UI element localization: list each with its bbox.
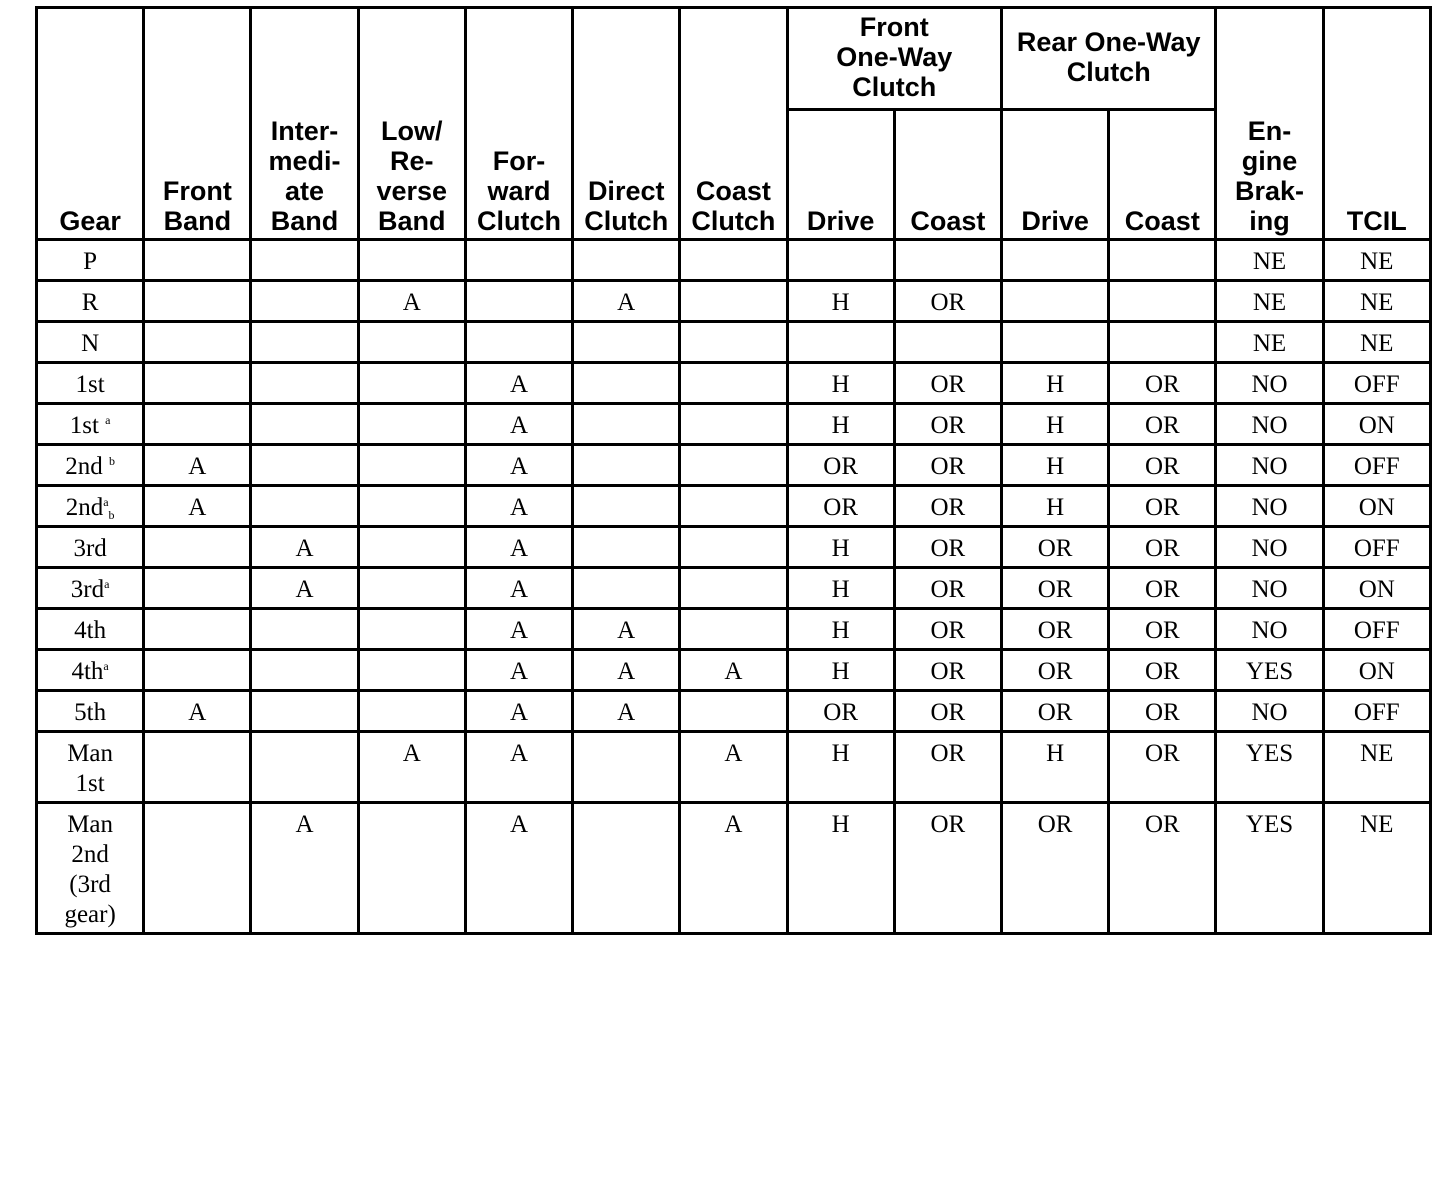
cell-forward-clutch: A <box>465 803 572 934</box>
cell-front-oneway-drive: H <box>787 281 894 322</box>
gear-label: N <box>81 330 100 357</box>
cell-front-oneway-coast: OR <box>894 527 1001 568</box>
cell-front-oneway-drive: H <box>787 363 894 404</box>
cell-tcil: NE <box>1323 281 1430 322</box>
cell-coast-clutch <box>680 486 787 527</box>
cell-coast-clutch <box>680 281 787 322</box>
gear-cell <box>37 568 144 609</box>
cell-low-reverse-band <box>358 609 465 650</box>
gear-label: 2nd <box>65 494 104 521</box>
cell-coast-clutch <box>680 568 787 609</box>
cell-front-band: A <box>144 445 251 486</box>
cell-coast-clutch <box>680 691 787 732</box>
cell-rear-oneway-coast: OR <box>1109 363 1216 404</box>
cell-front-band <box>144 609 251 650</box>
cell-engine-braking: NO <box>1216 486 1323 527</box>
cell-rear-oneway-coast: OR <box>1109 404 1216 445</box>
cell-coast-clutch <box>680 527 787 568</box>
cell-intermediate-band <box>251 363 358 404</box>
gear-cell <box>37 803 144 934</box>
cell-forward-clutch: A <box>465 609 572 650</box>
cell-engine-braking: NE <box>1216 281 1323 322</box>
cell-rear-oneway-coast: OR <box>1109 691 1216 732</box>
cell-rear-oneway-drive: H <box>1001 732 1108 803</box>
cell-front-oneway-drive <box>787 240 894 281</box>
cell-low-reverse-band <box>358 445 465 486</box>
cell-direct-clutch: A <box>573 691 680 732</box>
table-row <box>37 803 1431 934</box>
cell-engine-braking: YES <box>1216 650 1323 691</box>
gear-label: 3rd <box>70 576 105 603</box>
cell-tcil: OFF <box>1323 527 1430 568</box>
header-rear-coast: Coast <box>1109 110 1216 240</box>
cell-front-oneway-coast: OR <box>894 732 1001 803</box>
cell-rear-oneway-coast: OR <box>1109 732 1216 803</box>
cell-front-band <box>144 803 251 934</box>
cell-front-band <box>144 281 251 322</box>
cell-front-band: A <box>144 691 251 732</box>
cell-rear-oneway-drive: OR <box>1001 609 1108 650</box>
cell-intermediate-band <box>251 486 358 527</box>
cell-front-oneway-drive: H <box>787 803 894 934</box>
gear-label: P <box>83 248 98 275</box>
cell-engine-braking: YES <box>1216 803 1323 934</box>
cell-direct-clutch <box>573 404 680 445</box>
cell-front-oneway-coast: OR <box>894 281 1001 322</box>
cell-rear-oneway-coast <box>1109 281 1216 322</box>
cell-direct-clutch <box>573 486 680 527</box>
header-coast-clutch: Coast Clutch <box>680 8 787 240</box>
cell-front-oneway-coast: OR <box>894 568 1001 609</box>
gear-label: 2nd <box>65 453 109 480</box>
table-row <box>37 445 1431 486</box>
cell-direct-clutch <box>573 445 680 486</box>
cell-intermediate-band: A <box>251 568 358 609</box>
cell-engine-braking: NO <box>1216 404 1323 445</box>
cell-tcil: OFF <box>1323 609 1430 650</box>
cell-front-oneway-coast: OR <box>894 691 1001 732</box>
clutch-band-application-table <box>35 6 1432 935</box>
cell-rear-oneway-coast <box>1109 322 1216 363</box>
header-rear-drive: Drive <box>1001 110 1108 240</box>
cell-rear-oneway-coast: OR <box>1109 486 1216 527</box>
table-row <box>37 281 1431 322</box>
cell-tcil: NE <box>1323 240 1430 281</box>
cell-rear-oneway-coast: OR <box>1109 803 1216 934</box>
cell-engine-braking: NO <box>1216 445 1323 486</box>
cell-rear-oneway-drive: OR <box>1001 691 1108 732</box>
cell-low-reverse-band <box>358 803 465 934</box>
cell-front-oneway-coast: OR <box>894 609 1001 650</box>
cell-rear-oneway-drive: OR <box>1001 650 1108 691</box>
cell-coast-clutch: A <box>680 650 787 691</box>
cell-forward-clutch: A <box>465 650 572 691</box>
cell-front-band <box>144 568 251 609</box>
table-row <box>37 732 1431 803</box>
cell-rear-oneway-drive <box>1001 322 1108 363</box>
gear-cell <box>37 281 144 322</box>
cell-rear-oneway-coast: OR <box>1109 650 1216 691</box>
gear-cell <box>37 486 144 527</box>
gear-cell <box>37 732 144 803</box>
cell-rear-oneway-coast <box>1109 240 1216 281</box>
footnote-mark: a <box>103 659 109 673</box>
cell-front-oneway-drive: H <box>787 732 894 803</box>
table-body <box>37 240 1431 934</box>
header-low-reverse-band: Low/ Re- verse Band <box>358 8 465 240</box>
cell-rear-oneway-drive: H <box>1001 363 1108 404</box>
cell-direct-clutch <box>573 322 680 363</box>
cell-engine-braking: NO <box>1216 363 1323 404</box>
table-row <box>37 486 1431 527</box>
cell-low-reverse-band <box>358 486 465 527</box>
cell-tcil: ON <box>1323 404 1430 445</box>
cell-rear-oneway-drive: OR <box>1001 803 1108 934</box>
cell-forward-clutch: A <box>465 732 572 803</box>
gear-label: 1st <box>75 371 105 398</box>
cell-low-reverse-band <box>358 363 465 404</box>
cell-engine-braking: YES <box>1216 732 1323 803</box>
footnote-mark: b <box>108 508 115 522</box>
cell-front-oneway-drive: H <box>787 609 894 650</box>
cell-tcil: ON <box>1323 568 1430 609</box>
gear-cell <box>37 363 144 404</box>
cell-front-oneway-drive <box>787 322 894 363</box>
cell-coast-clutch <box>680 404 787 445</box>
cell-tcil: OFF <box>1323 445 1430 486</box>
cell-rear-oneway-drive <box>1001 240 1108 281</box>
cell-front-oneway-coast <box>894 322 1001 363</box>
cell-front-oneway-coast <box>894 240 1001 281</box>
cell-forward-clutch: A <box>465 404 572 445</box>
cell-front-oneway-drive: H <box>787 404 894 445</box>
header-gear: Gear <box>37 8 144 240</box>
cell-engine-braking: NE <box>1216 240 1323 281</box>
cell-intermediate-band: A <box>251 803 358 934</box>
cell-rear-oneway-drive: H <box>1001 404 1108 445</box>
cell-front-band <box>144 404 251 445</box>
header-direct-clutch: Direct Clutch <box>573 8 680 240</box>
cell-coast-clutch <box>680 240 787 281</box>
cell-rear-oneway-drive: OR <box>1001 527 1108 568</box>
table-row <box>37 322 1431 363</box>
cell-front-oneway-coast: OR <box>894 803 1001 934</box>
gear-cell <box>37 609 144 650</box>
cell-low-reverse-band <box>358 568 465 609</box>
table-row <box>37 650 1431 691</box>
cell-direct-clutch <box>573 363 680 404</box>
footnote-mark: a <box>105 413 111 427</box>
cell-low-reverse-band: A <box>358 732 465 803</box>
cell-intermediate-band <box>251 445 358 486</box>
cell-rear-oneway-coast: OR <box>1109 609 1216 650</box>
footnote-mark: b <box>108 454 115 468</box>
header-front-coast: Coast <box>894 110 1001 240</box>
cell-front-oneway-drive: H <box>787 527 894 568</box>
cell-front-oneway-coast: OR <box>894 486 1001 527</box>
cell-low-reverse-band <box>358 691 465 732</box>
cell-intermediate-band <box>251 240 358 281</box>
gear-cell <box>37 445 144 486</box>
cell-intermediate-band <box>251 609 358 650</box>
gear-label: Man 1st <box>67 740 114 797</box>
cell-intermediate-band <box>251 322 358 363</box>
cell-front-oneway-drive: OR <box>787 445 894 486</box>
cell-front-oneway-drive: OR <box>787 486 894 527</box>
cell-forward-clutch <box>465 322 572 363</box>
cell-tcil: NE <box>1323 803 1430 934</box>
gear-cell <box>37 322 144 363</box>
cell-direct-clutch <box>573 568 680 609</box>
cell-tcil: OFF <box>1323 363 1430 404</box>
cell-coast-clutch <box>680 445 787 486</box>
cell-front-band <box>144 732 251 803</box>
cell-low-reverse-band: A <box>358 281 465 322</box>
cell-rear-oneway-drive: OR <box>1001 568 1108 609</box>
gear-label: R <box>81 289 99 316</box>
cell-low-reverse-band <box>358 527 465 568</box>
cell-coast-clutch <box>680 363 787 404</box>
cell-coast-clutch: A <box>680 803 787 934</box>
cell-tcil: NE <box>1323 732 1430 803</box>
cell-engine-braking: NE <box>1216 322 1323 363</box>
cell-direct-clutch <box>573 240 680 281</box>
footnote-mark: a <box>104 577 110 591</box>
cell-forward-clutch: A <box>465 568 572 609</box>
header-forward-clutch: For- ward Clutch <box>465 8 572 240</box>
cell-forward-clutch: A <box>465 445 572 486</box>
cell-front-oneway-coast: OR <box>894 404 1001 445</box>
cell-front-band <box>144 650 251 691</box>
gear-cell <box>37 527 144 568</box>
cell-front-band: A <box>144 486 251 527</box>
cell-intermediate-band <box>251 691 358 732</box>
cell-front-oneway-drive: H <box>787 650 894 691</box>
cell-engine-braking: NO <box>1216 609 1323 650</box>
cell-forward-clutch: A <box>465 691 572 732</box>
cell-front-oneway-coast: OR <box>894 363 1001 404</box>
footnote-mark: a <box>103 495 109 509</box>
cell-direct-clutch: A <box>573 609 680 650</box>
cell-direct-clutch <box>573 732 680 803</box>
gear-label: Man 2nd (3rd gear) <box>64 811 116 928</box>
cell-engine-braking: NO <box>1216 527 1323 568</box>
header-intermediate-band: Inter- medi- ate Band <box>251 8 358 240</box>
cell-rear-oneway-drive: H <box>1001 445 1108 486</box>
table-header <box>37 8 1431 240</box>
header-front-oneway-clutch: Front One-Way Clutch <box>787 8 1001 110</box>
gear-label: 4th <box>74 617 107 644</box>
cell-tcil: ON <box>1323 650 1430 691</box>
cell-engine-braking: NO <box>1216 691 1323 732</box>
cell-tcil: ON <box>1323 486 1430 527</box>
cell-forward-clutch <box>465 240 572 281</box>
table-row <box>37 404 1431 445</box>
cell-front-oneway-coast: OR <box>894 445 1001 486</box>
cell-rear-oneway-drive <box>1001 281 1108 322</box>
cell-intermediate-band <box>251 404 358 445</box>
gear-label: 1st <box>69 412 106 439</box>
cell-intermediate-band: A <box>251 527 358 568</box>
cell-forward-clutch: A <box>465 486 572 527</box>
cell-front-oneway-drive: H <box>787 568 894 609</box>
cell-intermediate-band <box>251 281 358 322</box>
header-engine-braking: En- gine Brak- ing <box>1216 8 1323 240</box>
cell-forward-clutch <box>465 281 572 322</box>
header-tcil: TCIL <box>1323 8 1430 240</box>
cell-direct-clutch: A <box>573 650 680 691</box>
cell-coast-clutch <box>680 609 787 650</box>
cell-intermediate-band <box>251 732 358 803</box>
table-row <box>37 568 1431 609</box>
table-row <box>37 363 1431 404</box>
gear-cell <box>37 650 144 691</box>
cell-front-band <box>144 363 251 404</box>
cell-front-oneway-coast: OR <box>894 650 1001 691</box>
gear-cell <box>37 404 144 445</box>
header-rear-oneway-clutch: Rear One-Way Clutch <box>1001 8 1215 110</box>
gear-cell <box>37 240 144 281</box>
gear-label: 4th <box>71 658 104 685</box>
cell-engine-braking: NO <box>1216 568 1323 609</box>
cell-rear-oneway-drive: H <box>1001 486 1108 527</box>
cell-forward-clutch: A <box>465 527 572 568</box>
header-front-band: Front Band <box>144 8 251 240</box>
cell-intermediate-band <box>251 650 358 691</box>
cell-rear-oneway-coast: OR <box>1109 568 1216 609</box>
cell-direct-clutch <box>573 803 680 934</box>
table-row <box>37 609 1431 650</box>
cell-front-band <box>144 527 251 568</box>
table-row <box>37 691 1431 732</box>
cell-tcil: NE <box>1323 322 1430 363</box>
cell-low-reverse-band <box>358 240 465 281</box>
cell-low-reverse-band <box>358 404 465 445</box>
cell-low-reverse-band <box>358 322 465 363</box>
gear-label: 5th <box>74 699 107 726</box>
cell-direct-clutch <box>573 527 680 568</box>
cell-front-band <box>144 240 251 281</box>
table-row <box>37 527 1431 568</box>
cell-low-reverse-band <box>358 650 465 691</box>
cell-direct-clutch: A <box>573 281 680 322</box>
header-front-drive: Drive <box>787 110 894 240</box>
table-row <box>37 240 1431 281</box>
cell-front-band <box>144 322 251 363</box>
cell-front-oneway-drive: OR <box>787 691 894 732</box>
cell-rear-oneway-coast: OR <box>1109 445 1216 486</box>
gear-cell <box>37 691 144 732</box>
gear-label: 3rd <box>73 535 107 562</box>
cell-tcil: OFF <box>1323 691 1430 732</box>
cell-coast-clutch <box>680 322 787 363</box>
cell-forward-clutch: A <box>465 363 572 404</box>
cell-coast-clutch: A <box>680 732 787 803</box>
cell-rear-oneway-coast: OR <box>1109 527 1216 568</box>
